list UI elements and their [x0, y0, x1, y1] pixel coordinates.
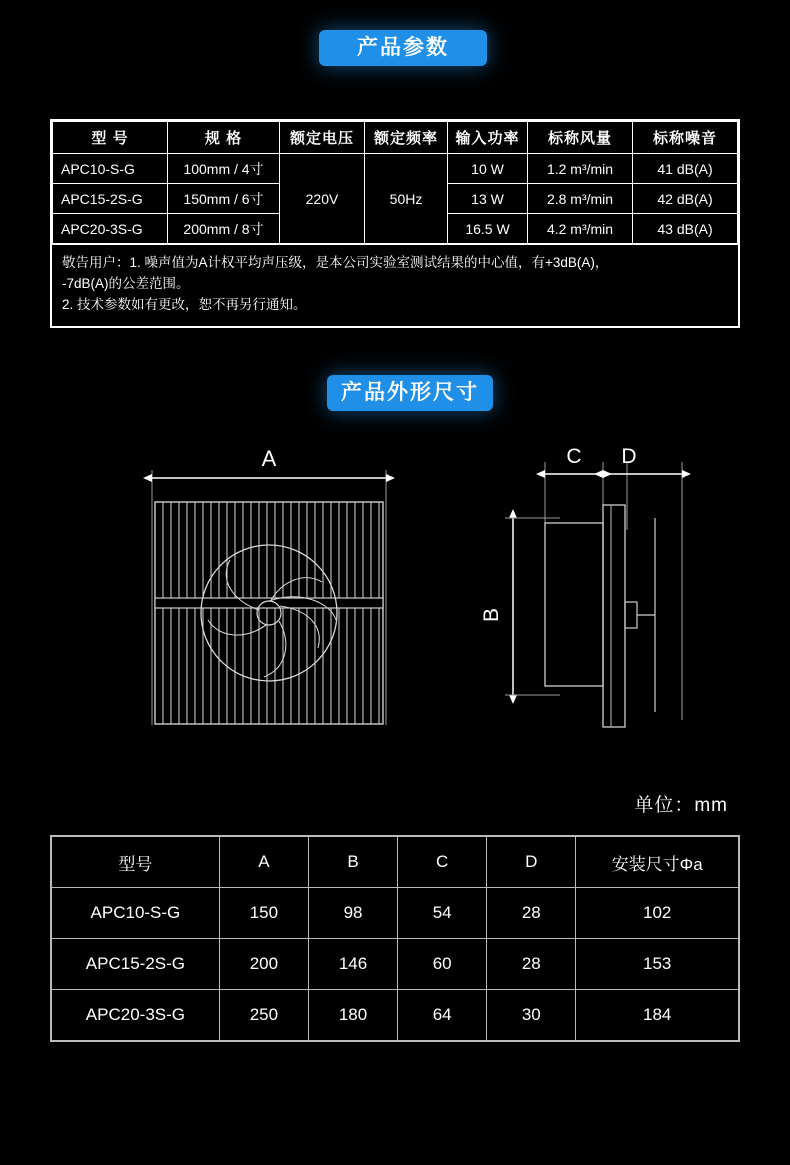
spec-cell-model: APC10-S-G: [53, 154, 168, 184]
unit-label: 单位：mm: [634, 795, 728, 816]
spec-header-noise: 标称噪音: [633, 122, 738, 154]
dim-cell-c: 54: [398, 888, 487, 939]
dim-cell-a: 200: [219, 939, 308, 990]
spec-header-size: 规 格: [168, 122, 280, 154]
dim-cell-b: 180: [308, 990, 397, 1041]
spec-cell-noise: 43 dB(A): [633, 214, 738, 244]
dim-header-model: 型号: [52, 837, 220, 888]
dim-cell-a: 150: [219, 888, 308, 939]
spec-cell-noise: 42 dB(A): [633, 184, 738, 214]
dimension-label-d: D: [621, 445, 637, 468]
dim-cell-model: APC10-S-G: [52, 888, 220, 939]
spec-table-header-row: [53, 122, 738, 154]
spec-header-frequency: 额定频率: [365, 122, 448, 154]
section-title-product-parameters: 产品参数: [319, 30, 487, 66]
dim-cell-d: 30: [487, 990, 576, 1041]
spec-cell-model: APC20-3S-G: [53, 214, 168, 244]
dim-cell-model: APC20-3S-G: [52, 990, 220, 1041]
spec-header-airflow: 标称风量: [528, 122, 633, 154]
table-row: [52, 939, 739, 990]
spec-cell-airflow: 4.2 m³/min: [528, 214, 633, 244]
section-title-product-dimensions: 产品外形尺寸: [327, 375, 493, 411]
dim-header-a: A: [219, 837, 308, 888]
dimension-label-a: A: [261, 446, 277, 471]
dim-cell-phi: 184: [576, 990, 739, 1041]
dim-cell-phi: 102: [576, 888, 739, 939]
dim-cell-d: 28: [487, 888, 576, 939]
note-line-3: 2. 技术参数如有更改，恕不再另行通知。: [62, 296, 307, 312]
spec-cell-power: 16.5 W: [448, 214, 528, 244]
dimension-label-c: C: [566, 445, 582, 468]
spec-table-notes: [52, 244, 738, 326]
spec-cell-size: 150mm / 6寸: [168, 184, 280, 214]
dimension-table: [51, 836, 739, 1041]
spec-cell-airflow: 2.8 m³/min: [528, 184, 633, 214]
dim-header-phi: 安装尺寸Φa: [576, 837, 739, 888]
dim-cell-d: 28: [487, 939, 576, 990]
dim-header-b: B: [308, 837, 397, 888]
spec-table-container: [50, 119, 740, 328]
spec-cell-model: APC15-2S-G: [53, 184, 168, 214]
drawing-svg: [0, 430, 790, 760]
spec-cell-frequency: 50Hz: [365, 154, 448, 244]
spec-cell-power: 10 W: [448, 154, 528, 184]
table-row: [52, 888, 739, 939]
spec-header-model: 型 号: [53, 122, 168, 154]
table-row: [52, 990, 739, 1041]
note-line-1: 敬告用户：1. 噪声值为A计权平均声压级，是本公司实验室测试结果的中心值，有+3dB(A)，: [62, 255, 609, 270]
dim-cell-c: 60: [398, 939, 487, 990]
note-line-2: -7dB(A)的公差范围。: [62, 275, 190, 291]
spec-cell-airflow: 1.2 m³/min: [528, 154, 633, 184]
dim-cell-phi: 153: [576, 939, 739, 990]
spec-cell-noise: 41 dB(A): [633, 154, 738, 184]
dimension-table-container: [50, 835, 740, 1042]
dim-cell-b: 98: [308, 888, 397, 939]
table-row: [53, 154, 738, 184]
dim-header-d: D: [487, 837, 576, 888]
dim-header-c: C: [398, 837, 487, 888]
spec-table: [52, 121, 738, 244]
dimension-table-header-row: [52, 837, 739, 888]
dimension-label-b: B: [480, 607, 503, 623]
spec-cell-power: 13 W: [448, 184, 528, 214]
dim-cell-b: 146: [308, 939, 397, 990]
spec-header-voltage: 额定电压: [280, 122, 365, 154]
spec-header-power: 输入功率: [448, 122, 528, 154]
dim-cell-c: 64: [398, 990, 487, 1041]
spec-cell-size: 200mm / 8寸: [168, 214, 280, 244]
dim-cell-a: 250: [219, 990, 308, 1041]
spec-cell-voltage: 220V: [280, 154, 365, 244]
dim-cell-model: APC15-2S-G: [52, 939, 220, 990]
spec-cell-size: 100mm / 4寸: [168, 154, 280, 184]
product-dimension-drawing: [0, 430, 790, 760]
